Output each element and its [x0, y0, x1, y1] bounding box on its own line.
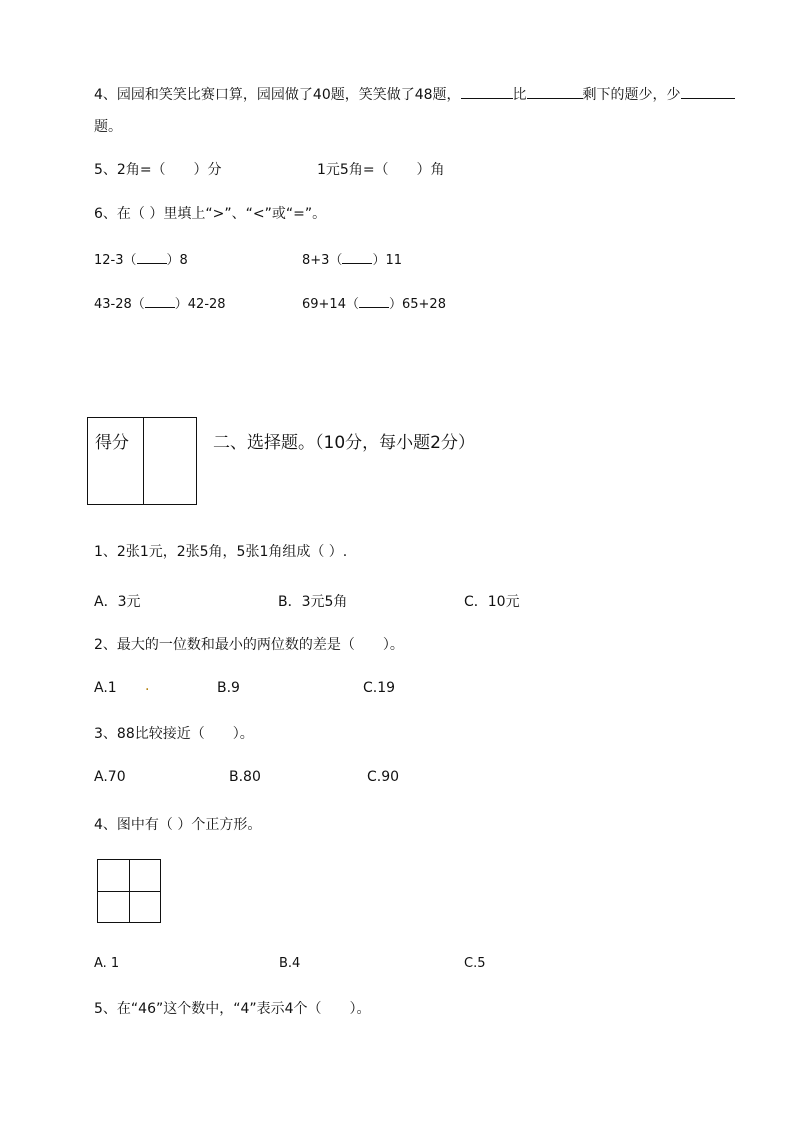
comparison-item: 8+3（ ）11: [302, 253, 402, 268]
score-box-divider: [143, 418, 144, 504]
option-b[interactable]: B．3元5角: [278, 594, 348, 610]
choice-question-3: 3、88比较接近（ ）。: [94, 726, 254, 742]
answer-blank[interactable]: [145, 295, 175, 308]
comparison-item: 12-3（ ）8: [94, 253, 188, 268]
answer-blank[interactable]: [681, 86, 735, 99]
option-c[interactable]: C．10元: [464, 594, 520, 610]
question-4-text-a: 4、园园和笑笑比赛口算，园园做了40题，笑笑做了48题，: [94, 87, 461, 103]
stray-mark: .: [145, 678, 150, 694]
option-b[interactable]: B.9: [217, 680, 240, 696]
question-6-title: 6、在（ ）里填上“>”、“<”或“=”。: [94, 206, 327, 222]
option-b[interactable]: B.80: [229, 769, 261, 785]
option-c[interactable]: C.19: [363, 680, 396, 696]
question-5-right: 1元5角=（ ）角: [317, 162, 445, 178]
option-a[interactable]: A. 1: [94, 956, 120, 971]
square-grid-figure: [97, 859, 161, 923]
choice-question-4: 4、图中有（ ）个正方形。: [94, 817, 262, 833]
answer-blank[interactable]: [342, 251, 372, 264]
comparison-item: 43-28（ ）42-28: [94, 297, 226, 312]
choice-question-2: 2、最大的一位数和最小的两位数的差是（ ）。: [94, 637, 404, 653]
choice-question-5: 5、在“46”这个数中，“4”表示4个（ ）。: [94, 1001, 371, 1017]
option-b[interactable]: B.4: [279, 956, 301, 971]
option-c[interactable]: C.90: [367, 769, 400, 785]
answer-blank[interactable]: [527, 86, 583, 99]
question-4-line2: 题。: [94, 119, 122, 135]
choice-question-1: 1、2张1元，2张5角，5张1角组成（ ）.: [94, 544, 348, 560]
option-a[interactable]: A.1: [94, 680, 117, 696]
question-4-line1: [94, 84, 735, 104]
section-2-title: 二、选择题。（10分，每小题2分）: [213, 433, 475, 453]
answer-blank[interactable]: [137, 251, 167, 264]
answer-blank[interactable]: [461, 86, 513, 99]
option-a[interactable]: A．3元: [94, 594, 141, 610]
question-4-text-b: 比: [512, 87, 527, 103]
option-c[interactable]: C.5: [464, 956, 486, 971]
comparison-item: 69+14（ ）65+28: [302, 297, 446, 312]
option-a[interactable]: A.70: [94, 769, 126, 785]
answer-blank[interactable]: [359, 295, 389, 308]
question-4-text-c: 剩下的题少，少: [582, 87, 681, 103]
score-label: 得分: [95, 433, 129, 453]
score-box: [87, 417, 197, 505]
question-5-left: 5、2角=（ ）分: [94, 162, 222, 178]
